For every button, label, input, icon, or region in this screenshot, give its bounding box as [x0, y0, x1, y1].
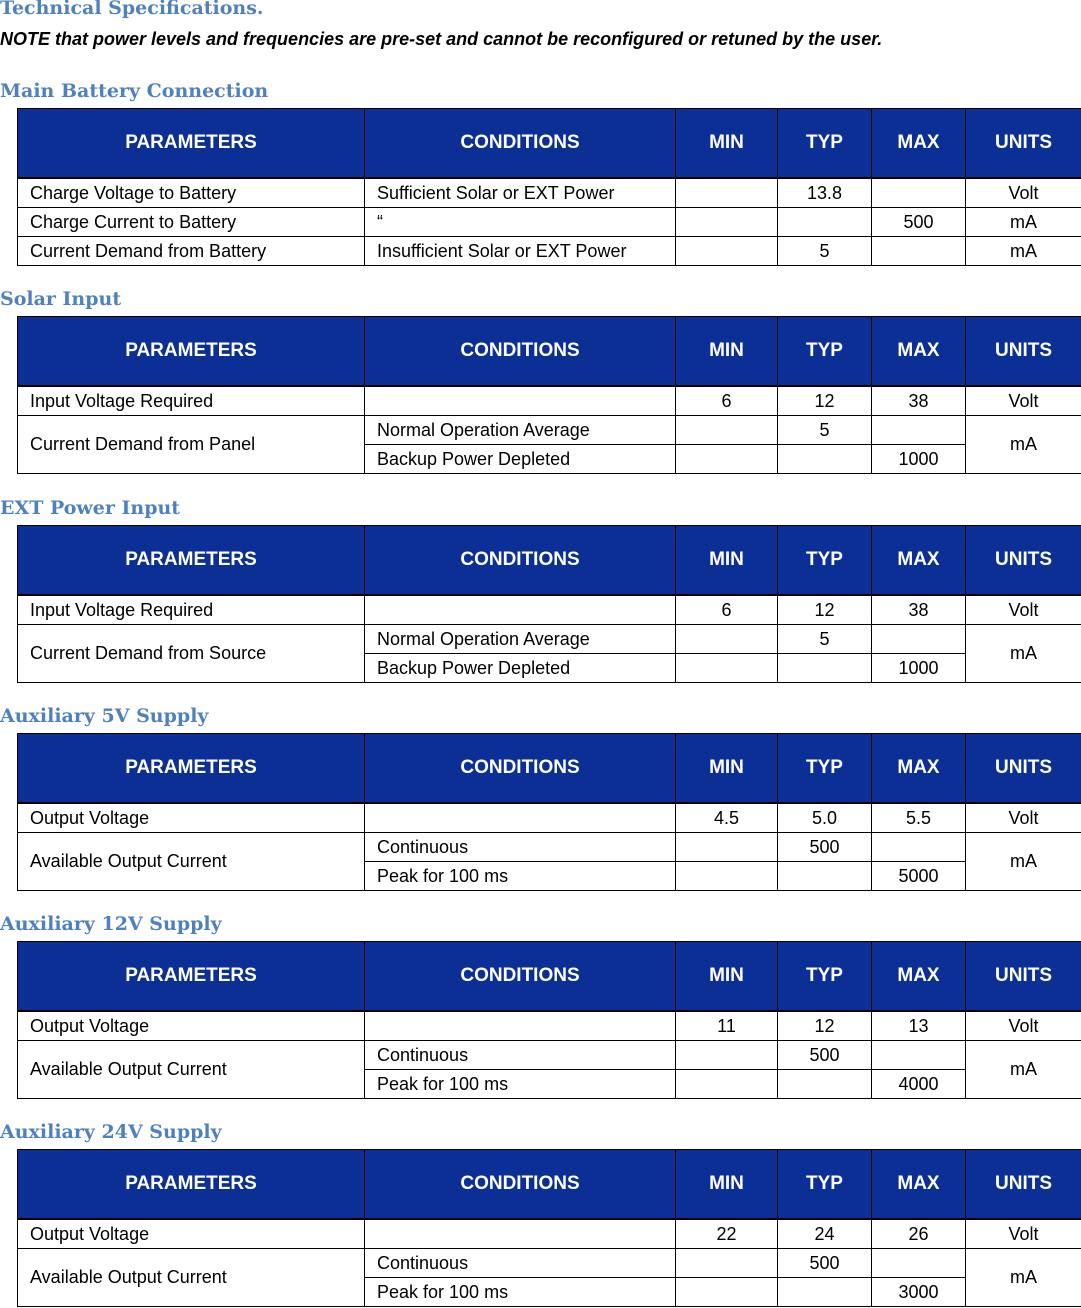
- typ-cell: [778, 208, 872, 237]
- spec-table: [17, 941, 1081, 1099]
- typ-cell: 13.8: [778, 178, 872, 208]
- header-typ: TYP: [778, 734, 872, 804]
- max-cell: [872, 833, 966, 862]
- header-row: [18, 942, 1081, 1012]
- typ-cell: 500: [778, 833, 872, 862]
- condition-cell: [365, 1011, 676, 1041]
- header-conditions: CONDITIONS: [365, 109, 676, 179]
- header-max: MAX: [872, 317, 966, 387]
- units-cell: mA: [966, 1249, 1081, 1307]
- header-min: MIN: [676, 109, 778, 179]
- typ-cell: 5: [778, 237, 872, 266]
- max-cell: 13: [872, 1011, 966, 1041]
- max-cell: 38: [872, 386, 966, 416]
- condition-cell: [365, 803, 676, 833]
- header-row: [18, 526, 1081, 596]
- header-typ: TYP: [778, 109, 872, 179]
- section-title: Main Battery Connection: [0, 80, 269, 102]
- max-cell: 3000: [872, 1278, 966, 1307]
- max-cell: 1000: [872, 654, 966, 683]
- spec-table: [17, 108, 1081, 266]
- table-row: [18, 178, 1081, 208]
- header-conditions: CONDITIONS: [365, 1150, 676, 1220]
- header-min: MIN: [676, 1150, 778, 1220]
- max-cell: 5000: [872, 862, 966, 891]
- header-conditions: CONDITIONS: [365, 942, 676, 1012]
- max-cell: 1000: [872, 445, 966, 474]
- units-cell: mA: [966, 1041, 1081, 1099]
- condition-cell: Backup Power Depleted: [365, 654, 676, 683]
- header-units: UNITS: [966, 109, 1081, 179]
- parameter-cell: Current Demand from Panel: [18, 416, 365, 474]
- section-title: Auxiliary 12V Supply: [0, 913, 222, 935]
- condition-cell: [365, 595, 676, 625]
- condition-cell: Continuous: [365, 1041, 676, 1070]
- header-row: [18, 734, 1081, 804]
- section-main-battery: [0, 80, 1081, 266]
- condition-cell: Peak for 100 ms: [365, 1278, 676, 1307]
- header-min: MIN: [676, 942, 778, 1012]
- min-cell: 4.5: [676, 803, 778, 833]
- max-cell: [872, 178, 966, 208]
- max-cell: 4000: [872, 1070, 966, 1099]
- condition-cell: Backup Power Depleted: [365, 445, 676, 474]
- section-title: Solar Input: [0, 288, 122, 310]
- parameter-cell: Current Demand from Battery: [18, 237, 365, 266]
- section-solar-input: [0, 288, 1081, 474]
- header-conditions: CONDITIONS: [365, 734, 676, 804]
- units-cell: Volt: [966, 386, 1081, 416]
- min-cell: [676, 654, 778, 683]
- max-cell: [872, 1249, 966, 1278]
- max-cell: [872, 237, 966, 266]
- table-row: [18, 1011, 1081, 1041]
- spec-table: [17, 1149, 1081, 1307]
- table-row: [18, 1219, 1081, 1249]
- typ-cell: 500: [778, 1249, 872, 1278]
- condition-cell: [365, 386, 676, 416]
- units-cell: Volt: [966, 595, 1081, 625]
- parameter-cell: Current Demand from Source: [18, 625, 365, 683]
- max-cell: [872, 625, 966, 654]
- min-cell: [676, 416, 778, 445]
- header-row: [18, 317, 1081, 387]
- table-row: [18, 208, 1081, 237]
- header-parameters: PARAMETERS: [18, 317, 365, 387]
- table-row: [18, 1249, 1081, 1278]
- min-cell: [676, 178, 778, 208]
- max-cell: 5.5: [872, 803, 966, 833]
- condition-cell: Peak for 100 ms: [365, 1070, 676, 1099]
- header-units: UNITS: [966, 317, 1081, 387]
- header-units: UNITS: [966, 1150, 1081, 1220]
- min-cell: 11: [676, 1011, 778, 1041]
- table-row: [18, 625, 1081, 654]
- header-max: MAX: [872, 942, 966, 1012]
- table-row: [18, 833, 1081, 862]
- min-cell: [676, 1249, 778, 1278]
- table-row: [18, 237, 1081, 266]
- header-parameters: PARAMETERS: [18, 942, 365, 1012]
- parameter-cell: Input Voltage Required: [18, 386, 365, 416]
- parameter-cell: Charge Voltage to Battery: [18, 178, 365, 208]
- parameter-cell: Charge Current to Battery: [18, 208, 365, 237]
- parameter-cell: Available Output Current: [18, 1041, 365, 1099]
- header-conditions: CONDITIONS: [365, 526, 676, 596]
- typ-cell: [778, 862, 872, 891]
- section-aux-24v-supply: [0, 1121, 1081, 1307]
- typ-cell: 5.0: [778, 803, 872, 833]
- units-cell: mA: [966, 416, 1081, 474]
- header-typ: TYP: [778, 1150, 872, 1220]
- min-cell: [676, 1070, 778, 1099]
- header-typ: TYP: [778, 942, 872, 1012]
- header-typ: TYP: [778, 317, 872, 387]
- typ-cell: 5: [778, 416, 872, 445]
- typ-cell: [778, 1278, 872, 1307]
- min-cell: [676, 1041, 778, 1070]
- typ-cell: [778, 445, 872, 474]
- spec-table: [17, 316, 1081, 474]
- max-cell: 500: [872, 208, 966, 237]
- header-units: UNITS: [966, 526, 1081, 596]
- units-cell: mA: [966, 237, 1081, 266]
- section-title: EXT Power Input: [0, 497, 181, 519]
- parameter-cell: Available Output Current: [18, 1249, 365, 1307]
- typ-cell: 12: [778, 386, 872, 416]
- header-max: MAX: [872, 109, 966, 179]
- condition-cell: Normal Operation Average: [365, 625, 676, 654]
- units-cell: Volt: [966, 1219, 1081, 1249]
- max-cell: 38: [872, 595, 966, 625]
- parameter-cell: Output Voltage: [18, 1219, 365, 1249]
- header-parameters: PARAMETERS: [18, 109, 365, 179]
- header-parameters: PARAMETERS: [18, 526, 365, 596]
- config-note: NOTE that power levels and frequencies are pre-set and cannot be reconfigured or retuned by the user.: [0, 29, 883, 49]
- header-conditions: CONDITIONS: [365, 317, 676, 387]
- typ-cell: 24: [778, 1219, 872, 1249]
- min-cell: [676, 208, 778, 237]
- condition-cell: Insufficient Solar or EXT Power: [365, 237, 676, 266]
- units-cell: mA: [966, 625, 1081, 683]
- section-aux-5v-supply: [0, 705, 1081, 891]
- section-ext-power-input: [0, 497, 1081, 683]
- parameter-cell: Output Voltage: [18, 1011, 365, 1041]
- header-units: UNITS: [966, 942, 1081, 1012]
- units-cell: Volt: [966, 178, 1081, 208]
- table-row: [18, 416, 1081, 445]
- min-cell: 6: [676, 595, 778, 625]
- typ-cell: [778, 654, 872, 683]
- max-cell: [872, 416, 966, 445]
- condition-cell: Sufficient Solar or EXT Power: [365, 178, 676, 208]
- condition-cell: [365, 1219, 676, 1249]
- header-min: MIN: [676, 317, 778, 387]
- header-min: MIN: [676, 734, 778, 804]
- section-aux-12v-supply: [0, 913, 1081, 1099]
- units-cell: Volt: [966, 803, 1081, 833]
- header-parameters: PARAMETERS: [18, 1150, 365, 1220]
- typ-cell: 12: [778, 595, 872, 625]
- min-cell: [676, 445, 778, 474]
- condition-cell: “: [365, 208, 676, 237]
- spec-table: [17, 733, 1081, 891]
- typ-cell: 500: [778, 1041, 872, 1070]
- parameter-cell: Input Voltage Required: [18, 595, 365, 625]
- header-max: MAX: [872, 734, 966, 804]
- min-cell: [676, 1278, 778, 1307]
- units-cell: mA: [966, 208, 1081, 237]
- header-row: [18, 109, 1081, 179]
- max-cell: [872, 1041, 966, 1070]
- condition-cell: Continuous: [365, 1249, 676, 1278]
- table-row: [18, 386, 1081, 416]
- header-typ: TYP: [778, 526, 872, 596]
- min-cell: 6: [676, 386, 778, 416]
- max-cell: 26: [872, 1219, 966, 1249]
- units-cell: Volt: [966, 1011, 1081, 1041]
- min-cell: [676, 625, 778, 654]
- min-cell: [676, 862, 778, 891]
- section-title: Auxiliary 5V Supply: [0, 705, 209, 727]
- units-cell: mA: [966, 833, 1081, 891]
- parameter-cell: Available Output Current: [18, 833, 365, 891]
- table-row: [18, 1041, 1081, 1070]
- min-cell: 22: [676, 1219, 778, 1249]
- parameter-cell: Output Voltage: [18, 803, 365, 833]
- section-title: Auxiliary 24V Supply: [0, 1121, 222, 1143]
- header-max: MAX: [872, 1150, 966, 1220]
- condition-cell: Normal Operation Average: [365, 416, 676, 445]
- typ-cell: [778, 1070, 872, 1099]
- header-row: [18, 1150, 1081, 1220]
- header-parameters: PARAMETERS: [18, 734, 365, 804]
- header-min: MIN: [676, 526, 778, 596]
- header-units: UNITS: [966, 734, 1081, 804]
- condition-cell: Continuous: [365, 833, 676, 862]
- header-max: MAX: [872, 526, 966, 596]
- table-row: [18, 595, 1081, 625]
- typ-cell: 5: [778, 625, 872, 654]
- min-cell: [676, 833, 778, 862]
- page-title: Technical Specifications.: [0, 0, 264, 19]
- spec-table: [17, 525, 1081, 683]
- min-cell: [676, 237, 778, 266]
- table-row: [18, 803, 1081, 833]
- typ-cell: 12: [778, 1011, 872, 1041]
- condition-cell: Peak for 100 ms: [365, 862, 676, 891]
